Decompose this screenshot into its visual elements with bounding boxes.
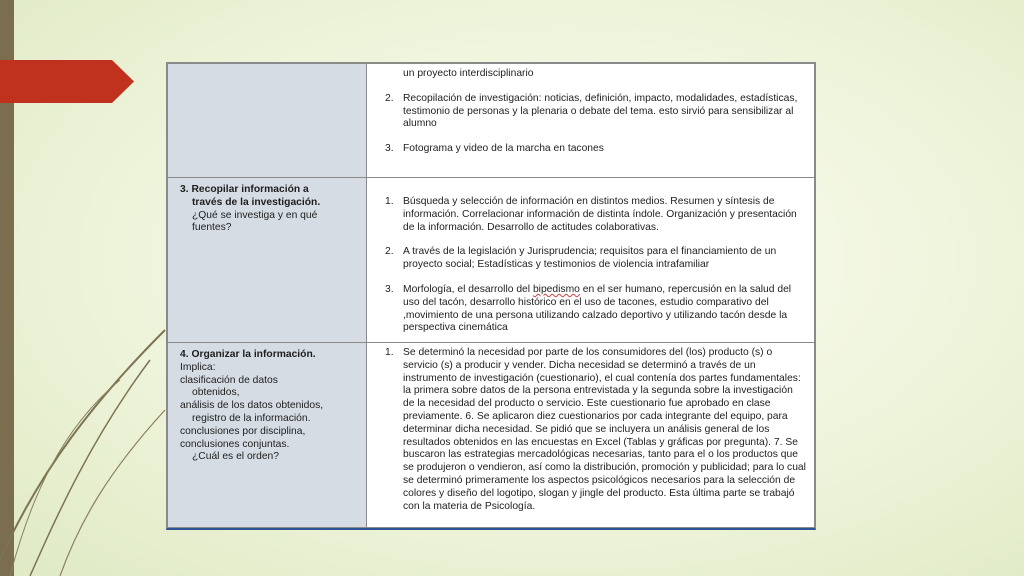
- right-cell: [367, 178, 815, 343]
- left-cell: 4. Organizar la información. Implica: clasificación de datos obtenidos, análisis de los datos obtenidos, registro de la información. conclusiones por disciplina, conclusiones conjuntas. ¿Cuál es el orden?: [168, 343, 367, 528]
- table-row: [168, 343, 815, 528]
- table-row: [168, 178, 815, 343]
- list-item: 2. Recopilación de investigación: noticias, definición, impacto, modalidades, estadísticas, testimonio de personas y la plenaria o debate del tema. esto sirvió para sensibilizar al alumno: [385, 92, 798, 130]
- left-cell-empty: [168, 64, 367, 178]
- misspelled-word: bipedismo: [532, 283, 580, 295]
- step-question-cont: fuentes?: [192, 222, 232, 234]
- step-question: ¿Qué se investiga y en qué: [192, 209, 318, 221]
- list-item: 1. Se determinó la necesidad por parte de los consumidores del (los) producto (s) o servicio (s) a producir y vender. Dicha necesidad se determinó a través de un instrumento de investigación (cuestionario), el cual contenía dos partes fundamentales: la primera sobre datos de la persona entrevistada y la segunda sobre la investigación de la necesidad del producto o servicio. Este cuestionario fue aprobado en clase previamente. 6. Se aplicaron diez cuestionarios por cada integrante del equipo, para determinar dicha necesidad. Se pidió que se incluyera un análisis general de los resultados obtenidos en las encuestas en Excel (Tablas y gráficas por pregunta). 7. Se buscaron las estrategias mercadológicas necesarias, tanto para el o los productos que se produjeron o vendieron, así como la distribución, promoción y publicidad; para lo cual se determinó primeramente los aspectos psicológicos necesarios para la selección de colores y diseño del logotipo, slogan y jingle del producto. Esta última parte se trabajó con la materia de Psicología.: [385, 347, 806, 512]
- list-item: 1. Búsqueda y selección de información en distintos medios. Resumen y síntesis de información. Correlacionar información de distinta índole. Organización y presentación de la información. Desarrollo de actitudes colaborativas.: [385, 196, 797, 233]
- left-cell: [168, 178, 367, 343]
- step-title-cont: través de la investigación.: [192, 196, 321, 208]
- content-table: [166, 62, 816, 530]
- list-item: 3. Morfología, el desarrollo del bipedismo en el ser humano, repercusión en la salud del uso del tacón, desarrollo histórico en el uso de tacones, estudio comparativo del ,movimiento de una persona utilizando calzado deportivo y utilizando tacón desde la perspectiva cinemática: [385, 283, 792, 334]
- list-item: 2. A través de la legislación y Jurisprudencia; requisitos para el financiamiento de un proyecto social; Estadísticas y testimonios de violencia intrafamiliar: [385, 246, 777, 271]
- step-title: 3. Recopilar información a: [180, 184, 309, 195]
- continuation-text: un proyecto interdisciplinario: [403, 68, 534, 79]
- right-cell: [367, 343, 815, 528]
- table-row: [168, 64, 815, 178]
- step-title: 4. Organizar la información.: [180, 349, 316, 360]
- right-cell: [367, 64, 815, 178]
- accent-arrow: [0, 60, 134, 103]
- list-item: 3. Fotograma y video de la marcha en tacones: [385, 143, 604, 155]
